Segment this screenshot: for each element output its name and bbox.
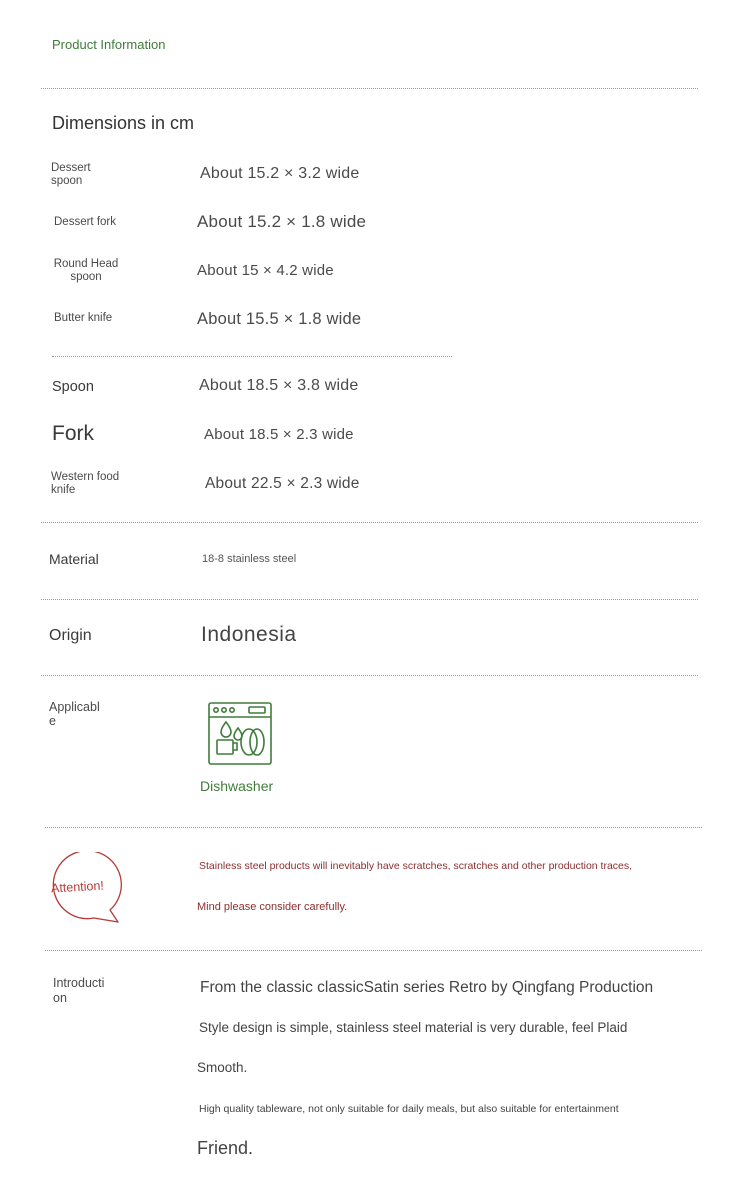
introduction-line-5: Friend. (197, 1138, 254, 1158)
introduction-line-4: High quality tableware, not only suitable for daily meals, but also suitable for entertainment (199, 1103, 619, 1115)
round-head-spoon-value: About 15 × 4.2 wide (197, 262, 334, 279)
divider (41, 522, 698, 523)
introduction-line-3: Smooth. (197, 1060, 248, 1075)
section-title: Product Information (52, 37, 166, 52)
spoon-value: About 18.5 × 3.8 wide (199, 377, 359, 394)
dimensions-heading: Dimensions in cm (52, 113, 195, 133)
introduction-line-1: From the classic classicSatin series Retro by Qingfang Production (200, 979, 654, 996)
fork-value: About 18.5 × 2.3 wide (204, 426, 354, 443)
attention-line-2: Mind please consider carefully. (197, 901, 348, 913)
dishwasher-icon (207, 701, 273, 766)
material-label: Material (49, 551, 99, 567)
applicable-label: Applicable (49, 700, 100, 728)
western-food-knife-label: Western food knife (51, 471, 120, 496)
round-head-spoon-label: Round Head spoon (53, 258, 119, 283)
divider (41, 599, 698, 600)
origin-label: Origin (49, 627, 92, 644)
dessert-fork-label: Dessert fork (54, 216, 116, 228)
dessert-fork-value: About 15.2 × 1.8 wide (197, 212, 367, 231)
butter-knife-value: About 15.5 × 1.8 wide (197, 310, 362, 328)
divider (41, 88, 698, 89)
dessert-spoon-value: About 15.2 × 3.2 wide (200, 165, 360, 182)
fork-label: Fork (52, 422, 94, 445)
butter-knife-label: Butter knife (54, 312, 113, 324)
divider (45, 827, 702, 828)
divider (41, 675, 698, 676)
attention-line-1: Stainless steel products will inevitably have scratches, scratches and other production traces, (199, 860, 633, 872)
spoon-label: Spoon (52, 379, 94, 395)
divider (52, 356, 452, 357)
western-food-knife-value: About 22.5 × 2.3 wide (205, 475, 360, 492)
dessert-spoon-label: Dessert spoon (51, 162, 91, 187)
introduction-label: Introduction (53, 976, 105, 1005)
divider (45, 950, 702, 951)
introduction-line-2: Style design is simple, stainless steel material is very durable, feel Plaid (199, 1020, 628, 1035)
dishwasher-caption: Dishwasher (200, 778, 274, 794)
attention-badge: Attention! (50, 878, 105, 896)
origin-value: Indonesia (201, 623, 297, 646)
material-value: 18-8 stainless steel (202, 553, 297, 565)
